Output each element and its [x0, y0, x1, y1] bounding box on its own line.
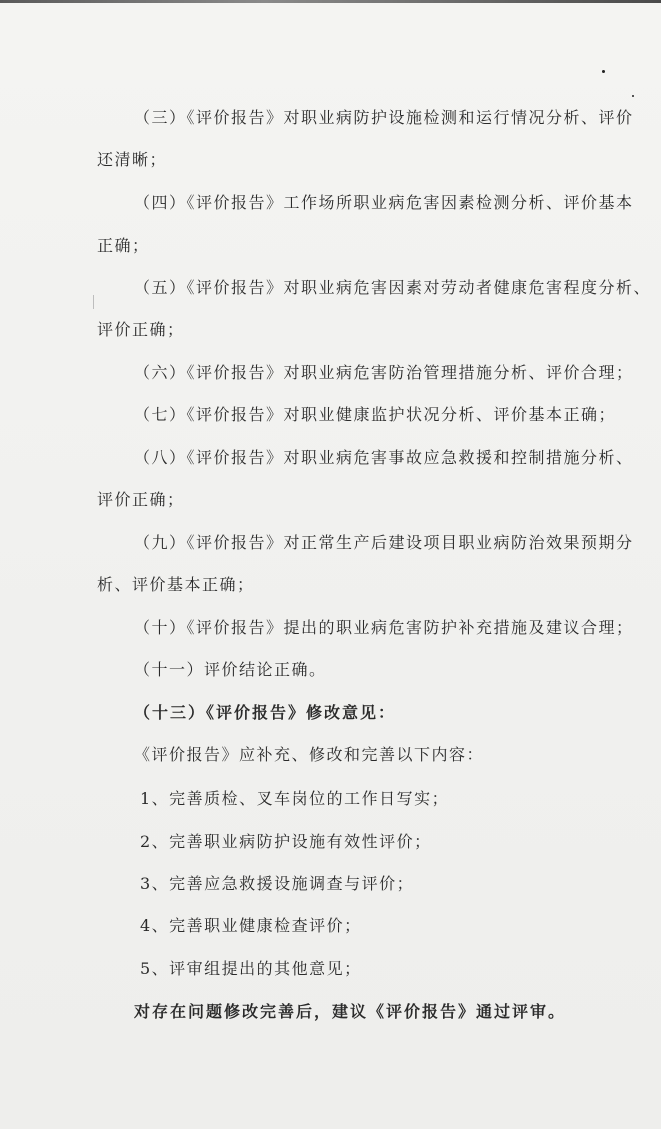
scan-top-edge	[0, 0, 661, 3]
item-3-line-1: （三）《评价报告》对职业病防护设施检测和运行情况分析、评价	[134, 108, 634, 127]
item-10-line-1: （十）《评价报告》提出的职业病危害防护补充措施及建议合理；	[134, 618, 634, 637]
item-11-line-1: （十一）评价结论正确。	[134, 660, 327, 679]
item-7-line-1: （七）《评价报告》对职业健康监护状况分析、评价基本正确；	[134, 405, 617, 424]
item-4-line-1: （四）《评价报告》工作场所职业病危害因素检测分析、评价基本	[134, 193, 634, 212]
item-9-line-2: 析、评价基本正确；	[97, 575, 255, 594]
suggestion-4: 4、完善职业健康检查评价；	[140, 916, 362, 935]
suggestion-2: 2、完善职业病防护设施有效性评价；	[140, 832, 432, 851]
item-8-line-1: （八）《评价报告》对职业病危害事故应急救援和控制措施分析、	[134, 448, 634, 467]
intro-text: 《评价报告》应补充、修改和完善以下内容：	[134, 745, 485, 764]
section-heading: （十三）《评价报告》修改意见：	[134, 703, 397, 722]
suggestion-1: 1、完善质检、叉车岗位的工作日写实；	[140, 789, 450, 808]
item-5-line-2: 评价正确；	[97, 320, 185, 339]
conclusion-text: 对存在问题修改完善后，建议《评价报告》通过评审。	[134, 1002, 567, 1021]
item-6-line-1: （六）《评价报告》对职业病危害防治管理措施分析、评价合理；	[134, 363, 634, 382]
item-3-line-2: 还清晰；	[97, 150, 168, 169]
scan-speck	[602, 70, 605, 73]
item-8-line-2: 评价正确；	[97, 490, 185, 509]
suggestion-5: 5、评审组提出的其他意见；	[140, 959, 362, 978]
item-9-line-1: （九）《评价报告》对正常生产后建设项目职业病防治效果预期分	[134, 533, 634, 552]
item-4-line-2: 正确；	[97, 236, 150, 255]
scan-speck	[632, 95, 634, 97]
scan-mark	[93, 295, 94, 309]
item-5-line-1: （五）《评价报告》对职业病危害因素对劳动者健康危害程度分析、	[134, 278, 652, 297]
suggestion-3: 3、完善应急救援设施调查与评价；	[140, 874, 415, 893]
